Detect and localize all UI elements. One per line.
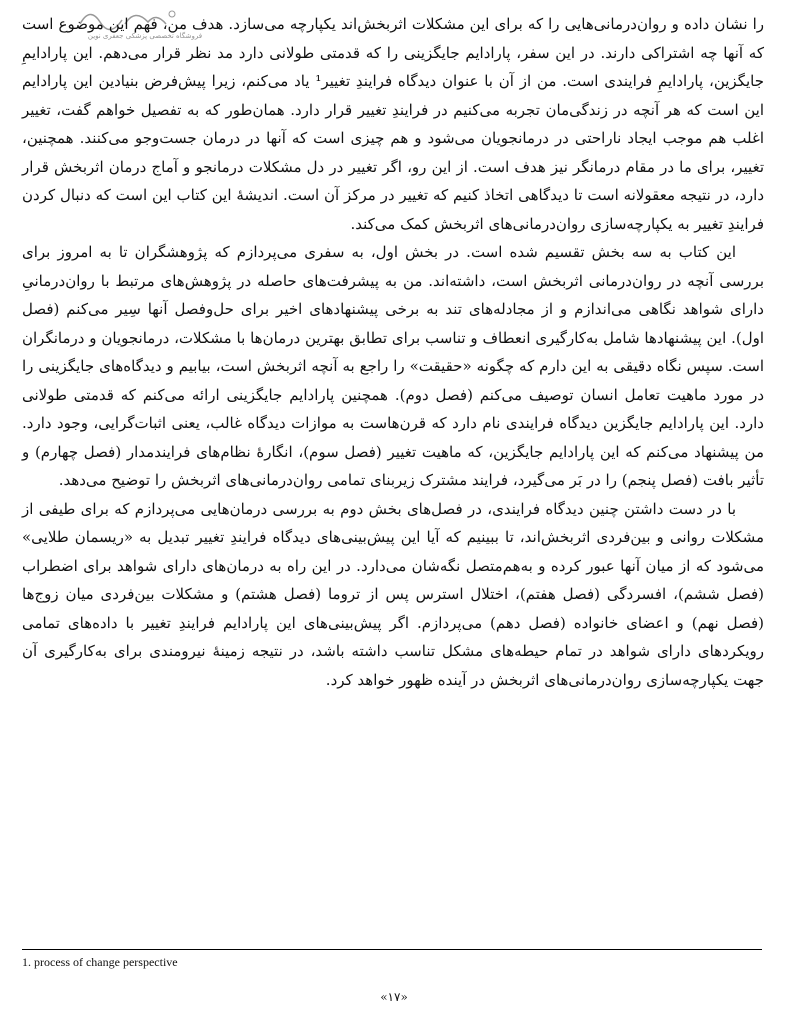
footnote: 1. process of change perspective: [22, 955, 178, 969]
paragraph-1: را نشان داده و روان‌درمانی‌هایی را که برای این مشکلات اثربخش‌اند یکپارچه می‌سازد. هدف من، فهم این موضوع است که آنها چه اشتراکی دارند. در این سفر، پارادایم جایگزینی را که قدمتی طولانی دارد مد نظر قرار می‌دهم. این پارادایمِ جایگزین، پارادایمِ فرایندی است. من از آن با عنوان دیدگاه فرایندِ تغییر¹ یاد می‌کنم، زیرا پیش‌فرض بنیادین این پارادایم این است که هر آنچه در زندگی‌مان تجربه می‌کنیم در فرایندِ تغییر قرار دارد. همان‌طور که به تفصیل خواهم گفت، تغییر اغلب هم موجب ایجاد ناراحتی در درمانجویان می‌شود و هم چیزی است که آنها در درمان جست‌وجو می‌کنند. همچنین، تغییر، برای ما در مقام درمانگر نیز هدف است. از این رو، اگر تغییر در دل مشکلات درمانجو و آماج درمان اثربخش قرار دارد، در نتیجه معقولانه است تا دیدگاهی اتخاذ کنیم که تغییر در مرکز آن است. اندیشهٔ این کتاب این است که دنبال کردن فرایندِ تغییر به یکپارچه‌سازی روان‌درمانی‌های اثربخش کمک می‌کند.: [22, 15, 764, 233]
body-text: [22, 10, 764, 694]
footnote-divider: [22, 949, 762, 950]
paragraph-2: این کتاب به سه بخش تقسیم شده است. در بخش اول، به سفری می‌پردازم که پژوهشگران تا به امروز برای بررسی آنچه در روان‌درمانی اثربخش است، داشته‌اند. من به پیشرفت‌های حاصله در پژوهش‌های مرتبط با روان‌درمانیِ دارای شواهد نگاهی می‌اندازم و از مجادله‌های تند به برخی پیشنهادهای اخیر برای حل‌وفصل آنها سِیر می‌کنم (فصل اول). این پیشنهادها شامل به‌کارگیری انعطاف و تناسب برای تطابق بهترین درمان‌ها با مشکلات، درمانجویان و درمانگران است. سپس نگاه دقیقی به این دارم که چگونه «حقیقت» را راجع به آنچه اثربخش است، بیابیم و دیدگاه‌های جایگزینی را در مورد ماهیت تعامل انسان توصیف می‌کنم (فصل دوم). همچنین پارادایم جایگزینی ارائه می‌کنم که قدمتی طولانی دارد. این پارادایم جایگزین دیدگاه فرایندی نام دارد که قرن‌هاست به موازات دیدگاه غالب، یعنی اثبات‌گرایی، وجود دارد. من پیشنهاد می‌کنم که این پارادایم جایگزین، که ماهیت تغییر (فصل سوم)، انگارهٔ نظام‌های فرایندمدار (فصل چهارم) و تأثیر بافت (فصل پنجم) را در بَر می‌گیرد، فرایند مشترک زیربنای تمامی روان‌درمانی‌های اثربخش را توضیح می‌دهد.: [22, 243, 764, 489]
watermark-caption: فروشگاه تخصصی پزشکی جعفری نوین: [87, 32, 203, 40]
page-number: «۱۷»: [380, 990, 408, 1004]
paragraph-3: با در دست داشتن چنین دیدگاه فرایندی، در فصل‌های بخش دوم به بررسی درمان‌هایی می‌پردازم که برای طیفی از مشکلات روانی و بین‌فردی اثربخش‌اند، تا ببینیم که آیا این پیش‌بینی‌های دیدگاه فرایندِ تغییر تبدیل به «ریسمان طلایی» می‌شود که از میان آنها عبور کرده و به‌هم‌متصل نگه‌شان می‌دارد. در این راه به درمان‌های دارای شواهد برای اضطراب (فصل ششم)، افسردگی (فصل هفتم)، اختلال استرس پس از تروما (فصل هشتم) و مشکلات بین‌فردی میان زوج‌ها (فصل نهم) و اعضای خانواده (فصل دهم) می‌پردازم. اگر پیش‌بینی‌های این پارادایم فرایندِ تغییر با داده‌های تمامی رویکردهای دارای شواهد در تمام حیطه‌های مشکل تناسب داشته باشد، در نتیجه زمینهٔ نیرومندی برای به‌کارگیری آن جهت یکپارچه‌سازی روان‌درمانی‌های اثربخش در آینده ظهور خواهد کرد.: [22, 499, 764, 689]
